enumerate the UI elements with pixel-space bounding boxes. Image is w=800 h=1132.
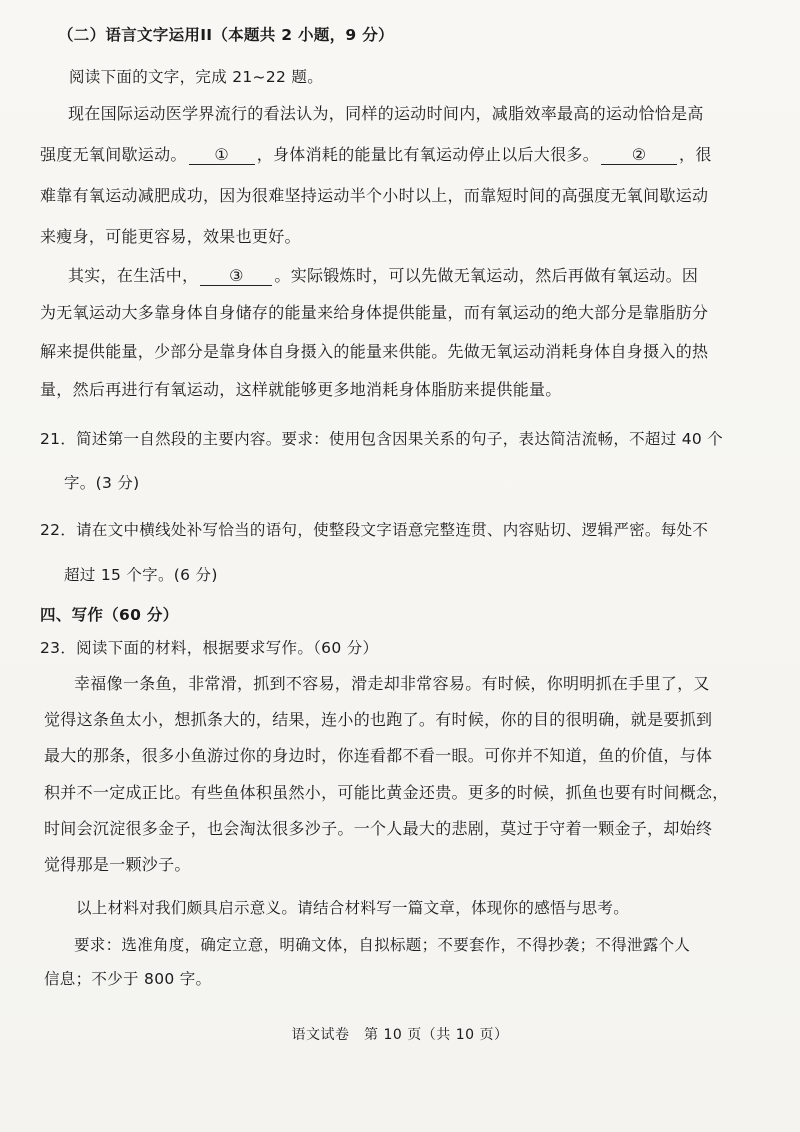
passage-line: 解来提供能量，少部分是靠身体自身摄入的能量来供能。先做无氧运动消耗身体自身摄入的热 [40,342,709,361]
question-22-cont: 超过 15 个字。(6 分) [64,566,218,584]
section-heading-writing: 四、写作（60 分） [40,606,179,624]
material-line: 积并不一定成正比。有些鱼体积虽然小，可能比黄金还贵。更多的时候，抓鱼也要有时间概念， [44,783,729,802]
passage-line: 难靠有氧运动减肥成功，因为很难坚持运动半个小时以上，而靠短时间的高强度无氧间歇运动 [40,186,709,205]
material-line: 时间会沉淀很多金子，也会淘汰很多沙子。一个人最大的悲剧，莫过于守着一颗金子，却始终 [44,819,713,838]
writing-requirements-cont: 信息；不少于 800 字。 [44,970,212,988]
section-instruction: 阅读下面的文字，完成 21~22 题。 [69,68,323,86]
fill-blank-2: ② [601,146,677,165]
question-21: 21．简述第一自然段的主要内容。要求：使用包含因果关系的句子，表达简洁流畅，不超过 40 个 [40,430,724,448]
fill-blank-3: ③ [200,267,272,286]
passage-line: 为无氧运动大多靠身体自身储存的能量来给身体提供能量，而有氧运动的绝大部分是靠脂肪分 [40,303,709,322]
passage-line: 其实，在生活中， ③ 。实际锻炼时，可以先做无氧运动，然后再做有氧运动。因 [68,266,699,285]
question-22: 22．请在文中横线处补写恰当的语句，使整段文字语意完整连贯、内容贴切、逻辑严密。每处不 [40,521,709,539]
passage-line: 来瘦身，可能更容易，效果也更好。 [40,227,301,246]
material-line: 最大的那条，很多小鱼游过你的身边时，你连看都不看一眼。可你并不知道，鱼的价值，与体 [44,746,713,765]
passage-line: 强度无氧间歇运动。 ① ，身体消耗的能量比有氧运动停止以后大很多。 ② ，很 [40,145,712,164]
passage-line: 量，然后再进行有氧运动，这样就能够更多地消耗身体脂肪来提供能量。 [40,380,562,399]
material-line: 觉得这条鱼太小，想抓条大的，结果，连小的也跑了。有时候，你的目的很明确，就是要抓到 [44,710,713,729]
question-23: 23．阅读下面的材料，根据要求写作。（60 分） [40,639,379,657]
passage-line: 现在国际运动医学界流行的看法认为，同样的运动时间内，减脂效率最高的运动恰恰是高 [68,104,704,123]
fill-blank-1: ① [189,146,255,165]
material-line: 幸福像一条鱼，非常滑，抓到不容易，滑走却非常容易。有时候，你明明抓在手里了，又 [74,674,710,693]
writing-task: 以上材料对我们颇具启示意义。请结合材料写一篇文章，体现你的感悟与思考。 [76,899,630,917]
question-21-cont: 字。(3 分) [64,474,140,492]
writing-requirements: 要求：选准角度，确定立意，明确文体，自拟标题；不要套作，不得抄袭；不得泄露个人 [74,936,691,954]
page-footer: 语文试卷 第 10 页（共 10 页） [291,1027,509,1043]
section-heading-language-use: （二）语言文字运用II（本题共 2 小题，9 分） [58,26,394,44]
material-line: 觉得那是一颗沙子。 [44,855,191,874]
